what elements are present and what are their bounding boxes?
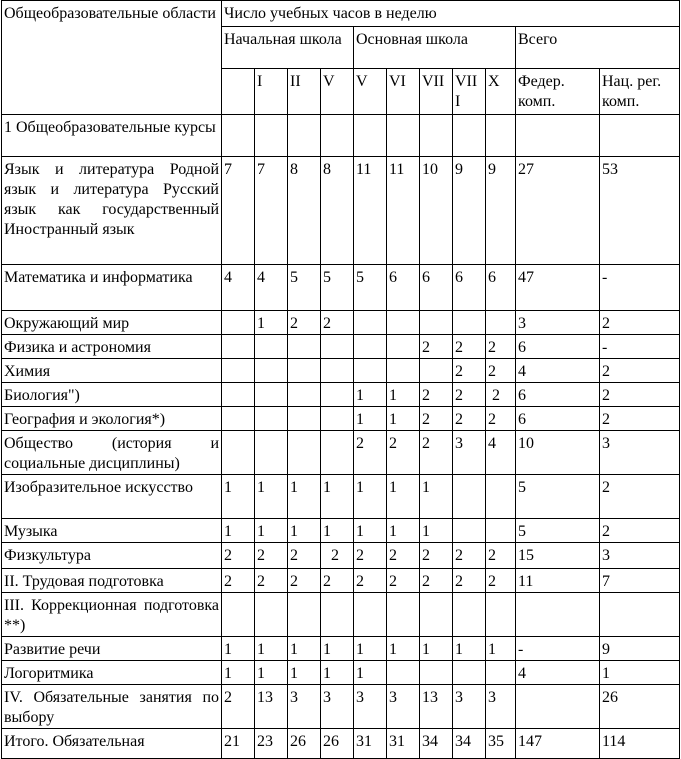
hours-cell: 3 [387, 685, 420, 729]
hours-cell: 11 [516, 569, 600, 593]
hours-cell: 1 [387, 383, 420, 407]
hours-cell [321, 593, 354, 637]
hours-cell: 2 [486, 335, 516, 359]
hours-cell: 3 [321, 685, 354, 729]
hours-cell: 3 [453, 685, 486, 729]
hours-cell: 3 [453, 431, 486, 475]
hours-cell: 5 [516, 475, 600, 519]
hours-cell [516, 115, 600, 157]
hours-cell [255, 359, 288, 383]
hours-cell: 5 [354, 265, 387, 311]
grade-cell: VI [387, 69, 420, 115]
hours-cell [420, 359, 453, 383]
grade-cell: VII I [453, 69, 486, 115]
table-row [2, 543, 680, 569]
subject-name: II. Трудовая подготовка [2, 569, 222, 593]
subject-name: География и экология*) [2, 407, 222, 431]
hours-cell: 9 [486, 157, 516, 265]
hours-cell: 15 [516, 543, 600, 569]
hours-cell: 2 [600, 311, 680, 335]
hours-cell: 2 [255, 569, 288, 593]
subject-name: Математика и информатика [2, 265, 222, 311]
hours-cell [516, 593, 600, 637]
hours-cell [453, 311, 486, 335]
hours-cell: 1 [222, 637, 255, 661]
hours-cell: 5 [516, 519, 600, 543]
hours-cell: 1 [255, 661, 288, 685]
header-basic: Основная школа [354, 27, 516, 69]
subject-name: III. Коррекционная подготовка **) [2, 593, 222, 637]
hours-cell: 2 [288, 569, 321, 593]
hours-cell [387, 359, 420, 383]
hours-cell [420, 593, 453, 637]
curriculum-table [1, 0, 680, 759]
hours-cell [222, 383, 255, 407]
header-row-1 [2, 1, 680, 27]
hours-cell: 5 [288, 265, 321, 311]
hours-cell: 1 [222, 475, 255, 519]
hours-cell: 4 [255, 265, 288, 311]
hours-cell: 2 [486, 407, 516, 431]
hours-cell [222, 407, 255, 431]
hours-cell: 3 [600, 543, 680, 569]
hours-cell: - [516, 637, 600, 661]
hours-cell: 8 [288, 157, 321, 265]
hours-cell: 34 [420, 729, 453, 759]
hours-cell: 1 [486, 637, 516, 661]
hours-cell: 6 [516, 383, 600, 407]
hours-cell: 2 [453, 383, 486, 407]
table-row [2, 383, 680, 407]
hours-cell [387, 661, 420, 685]
hours-cell: 2 [420, 569, 453, 593]
hours-cell: 1 [387, 475, 420, 519]
hours-cell: 1 [321, 661, 354, 685]
hours-cell: 8 [321, 157, 354, 265]
subject-name: Итого. Обязательная [2, 729, 222, 759]
hours-cell: 3 [600, 431, 680, 475]
hours-cell: 1 [222, 519, 255, 543]
hours-cell: 2 [453, 543, 486, 569]
table-body [2, 115, 680, 759]
table-row [2, 593, 680, 637]
hours-cell: 2 [486, 569, 516, 593]
hours-cell [387, 115, 420, 157]
hours-cell [420, 115, 453, 157]
hours-cell: 1 [321, 475, 354, 519]
hours-cell: 2 [420, 543, 453, 569]
grade-cell: I [255, 69, 288, 115]
hours-cell: 1 [288, 637, 321, 661]
hours-cell: 7 [222, 157, 255, 265]
hours-cell [255, 335, 288, 359]
hours-cell: 53 [600, 157, 680, 265]
hours-cell: 2 [600, 407, 680, 431]
hours-cell: 1 [255, 637, 288, 661]
hours-cell: 1 [453, 637, 486, 661]
hours-cell: 1 [288, 519, 321, 543]
table-row [2, 475, 680, 519]
hours-cell [387, 593, 420, 637]
hours-cell: 2 [387, 569, 420, 593]
hours-cell: 2 [486, 359, 516, 383]
hours-cell: - [600, 265, 680, 311]
hours-cell: 1 [387, 519, 420, 543]
subject-name: Развитие речи [2, 637, 222, 661]
hours-cell: 13 [255, 685, 288, 729]
hours-cell [486, 519, 516, 543]
hours-cell: 4 [516, 359, 600, 383]
hours-cell [222, 335, 255, 359]
hours-cell: 1 [354, 519, 387, 543]
header-nat: Нац. рег. комп. [600, 69, 680, 115]
table-row [2, 359, 680, 383]
hours-cell: 2 [288, 311, 321, 335]
hours-cell: 1 [354, 475, 387, 519]
hours-cell [354, 311, 387, 335]
hours-cell [321, 407, 354, 431]
hours-cell [486, 593, 516, 637]
hours-cell: 1 [420, 637, 453, 661]
hours-cell: 1 [387, 637, 420, 661]
hours-cell [486, 661, 516, 685]
hours-cell [288, 407, 321, 431]
hours-cell: 6 [516, 335, 600, 359]
hours-cell: 1 [288, 475, 321, 519]
hours-cell: 10 [420, 157, 453, 265]
hours-cell: 9 [453, 157, 486, 265]
hours-cell: 6 [387, 265, 420, 311]
table-row [2, 685, 680, 729]
hours-cell [453, 519, 486, 543]
hours-cell: 1 [222, 661, 255, 685]
subject-name: IV. Обязательные занятия по выбору [2, 685, 222, 729]
table-row [2, 431, 680, 475]
hours-cell: 26 [600, 685, 680, 729]
hours-cell [516, 685, 600, 729]
subject-name: Физика и астрономия [2, 335, 222, 359]
grade-cell: V [354, 69, 387, 115]
hours-cell [321, 359, 354, 383]
hours-cell: 23 [255, 729, 288, 759]
subject-name: Логоритмика [2, 661, 222, 685]
hours-cell: 2 [420, 383, 453, 407]
hours-cell: 6 [486, 265, 516, 311]
hours-cell: 2 [255, 543, 288, 569]
hours-cell: 27 [516, 157, 600, 265]
table-row [2, 569, 680, 593]
hours-cell: 2 [420, 431, 453, 475]
hours-cell [255, 431, 288, 475]
hours-cell: 1 [354, 637, 387, 661]
hours-cell: 1 [354, 661, 387, 685]
hours-cell [453, 115, 486, 157]
hours-cell: 2 [321, 543, 354, 569]
hours-cell: 47 [516, 265, 600, 311]
hours-cell: 2 [600, 519, 680, 543]
hours-cell [321, 383, 354, 407]
table-row [2, 407, 680, 431]
hours-cell: 1 [255, 475, 288, 519]
hours-cell [222, 115, 255, 157]
hours-cell: 1 [387, 407, 420, 431]
header-hours: Число учебных часов в неделю [222, 1, 680, 27]
hours-cell [288, 593, 321, 637]
grade-cell: X [486, 69, 516, 115]
hours-cell: 3 [354, 685, 387, 729]
hours-cell: 13 [420, 685, 453, 729]
hours-cell: 10 [516, 431, 600, 475]
hours-cell: 9 [600, 637, 680, 661]
hours-cell: 2 [222, 543, 255, 569]
hours-cell: 2 [354, 431, 387, 475]
hours-cell [321, 431, 354, 475]
hours-cell [354, 115, 387, 157]
table-row [2, 335, 680, 359]
hours-cell: 5 [321, 265, 354, 311]
table-row [2, 519, 680, 543]
hours-cell [288, 115, 321, 157]
hours-cell: 26 [288, 729, 321, 759]
hours-cell: 2 [453, 359, 486, 383]
table-row [2, 115, 680, 157]
hours-cell: 1 [321, 519, 354, 543]
hours-cell: 2 [321, 311, 354, 335]
hours-cell [486, 475, 516, 519]
hours-cell: 1 [600, 661, 680, 685]
hours-cell: 4 [222, 265, 255, 311]
hours-cell: 2 [453, 569, 486, 593]
hours-cell: 3 [516, 311, 600, 335]
hours-cell: 2 [453, 335, 486, 359]
hours-cell: 11 [387, 157, 420, 265]
table-row [2, 661, 680, 685]
hours-cell [255, 407, 288, 431]
grade-cell: V [321, 69, 354, 115]
hours-cell: 2 [354, 543, 387, 569]
hours-cell: 6 [516, 407, 600, 431]
hours-cell: 7 [600, 569, 680, 593]
hours-cell: 4 [516, 661, 600, 685]
hours-cell: 26 [321, 729, 354, 759]
hours-cell: 2 [288, 543, 321, 569]
hours-cell [288, 335, 321, 359]
hours-cell: 35 [486, 729, 516, 759]
hours-cell: - [600, 335, 680, 359]
hours-cell: 1 [288, 661, 321, 685]
hours-cell: 2 [600, 359, 680, 383]
hours-cell: 7 [255, 157, 288, 265]
header-primary: Начальная школа [222, 27, 354, 69]
hours-cell [420, 311, 453, 335]
hours-cell [321, 115, 354, 157]
hours-cell [453, 661, 486, 685]
hours-cell [600, 593, 680, 637]
hours-cell: 2 [486, 383, 516, 407]
hours-cell: 2 [600, 475, 680, 519]
hours-cell [321, 335, 354, 359]
hours-cell: 2 [222, 685, 255, 729]
hours-cell [486, 311, 516, 335]
header-total: Всего [516, 27, 680, 69]
hours-cell: 147 [516, 729, 600, 759]
hours-cell [255, 593, 288, 637]
hours-cell [288, 383, 321, 407]
hours-cell: 114 [600, 729, 680, 759]
hours-cell: 2 [387, 431, 420, 475]
hours-cell: 21 [222, 729, 255, 759]
hours-cell [222, 311, 255, 335]
subject-name: Биология") [2, 383, 222, 407]
subject-name: Окружающий мир [2, 311, 222, 335]
hours-cell: 31 [387, 729, 420, 759]
hours-cell: 2 [354, 569, 387, 593]
hours-cell: 11 [354, 157, 387, 265]
header-areas: Общеобразовательные области [2, 1, 222, 115]
grade-cell: II [288, 69, 321, 115]
hours-cell: 1 [255, 311, 288, 335]
subject-name: Общество (история и социальные дисциплины) [2, 431, 222, 475]
hours-cell: 2 [453, 407, 486, 431]
hours-cell: 1 [354, 383, 387, 407]
hours-cell: 6 [420, 265, 453, 311]
hours-cell [600, 115, 680, 157]
hours-cell [420, 661, 453, 685]
hours-cell [354, 335, 387, 359]
table-row [2, 637, 680, 661]
hours-cell: 2 [222, 569, 255, 593]
table-row [2, 311, 680, 335]
hours-cell [222, 359, 255, 383]
hours-cell: 3 [288, 685, 321, 729]
hours-cell: 2 [321, 569, 354, 593]
subject-name: Изобразительное искусство [2, 475, 222, 519]
hours-cell [453, 475, 486, 519]
hours-cell: 1 [321, 637, 354, 661]
hours-cell: 1 [420, 475, 453, 519]
hours-cell: 2 [420, 407, 453, 431]
subject-name: Язык и литература Родной язык и литература Русский язык как государственный Иностранный язык [2, 157, 222, 265]
hours-cell [387, 335, 420, 359]
hours-cell [288, 431, 321, 475]
hours-cell [453, 593, 486, 637]
header-fed: Федер. комп. [516, 69, 600, 115]
hours-cell: 1 [354, 407, 387, 431]
hours-cell: 2 [486, 543, 516, 569]
grade-cell [222, 69, 255, 115]
hours-cell [387, 311, 420, 335]
table-row [2, 157, 680, 265]
hours-cell: 1 [420, 519, 453, 543]
hours-cell [354, 359, 387, 383]
hours-cell: 4 [486, 431, 516, 475]
hours-cell [354, 593, 387, 637]
grade-cell: VII [420, 69, 453, 115]
subject-name: Химия [2, 359, 222, 383]
hours-cell: 2 [387, 543, 420, 569]
subject-name: 1 Общеобразовательные курсы [2, 115, 222, 157]
hours-cell [288, 359, 321, 383]
table-row [2, 265, 680, 311]
hours-cell [255, 115, 288, 157]
hours-cell [486, 115, 516, 157]
hours-cell: 34 [453, 729, 486, 759]
hours-cell: 2 [420, 335, 453, 359]
hours-cell [255, 383, 288, 407]
hours-cell: 31 [354, 729, 387, 759]
hours-cell: 2 [600, 383, 680, 407]
hours-cell: 1 [255, 519, 288, 543]
hours-cell: 3 [486, 685, 516, 729]
hours-cell: 6 [453, 265, 486, 311]
hours-cell [222, 431, 255, 475]
subject-name: Музыка [2, 519, 222, 543]
hours-cell [222, 593, 255, 637]
subject-name: Физкультура [2, 543, 222, 569]
